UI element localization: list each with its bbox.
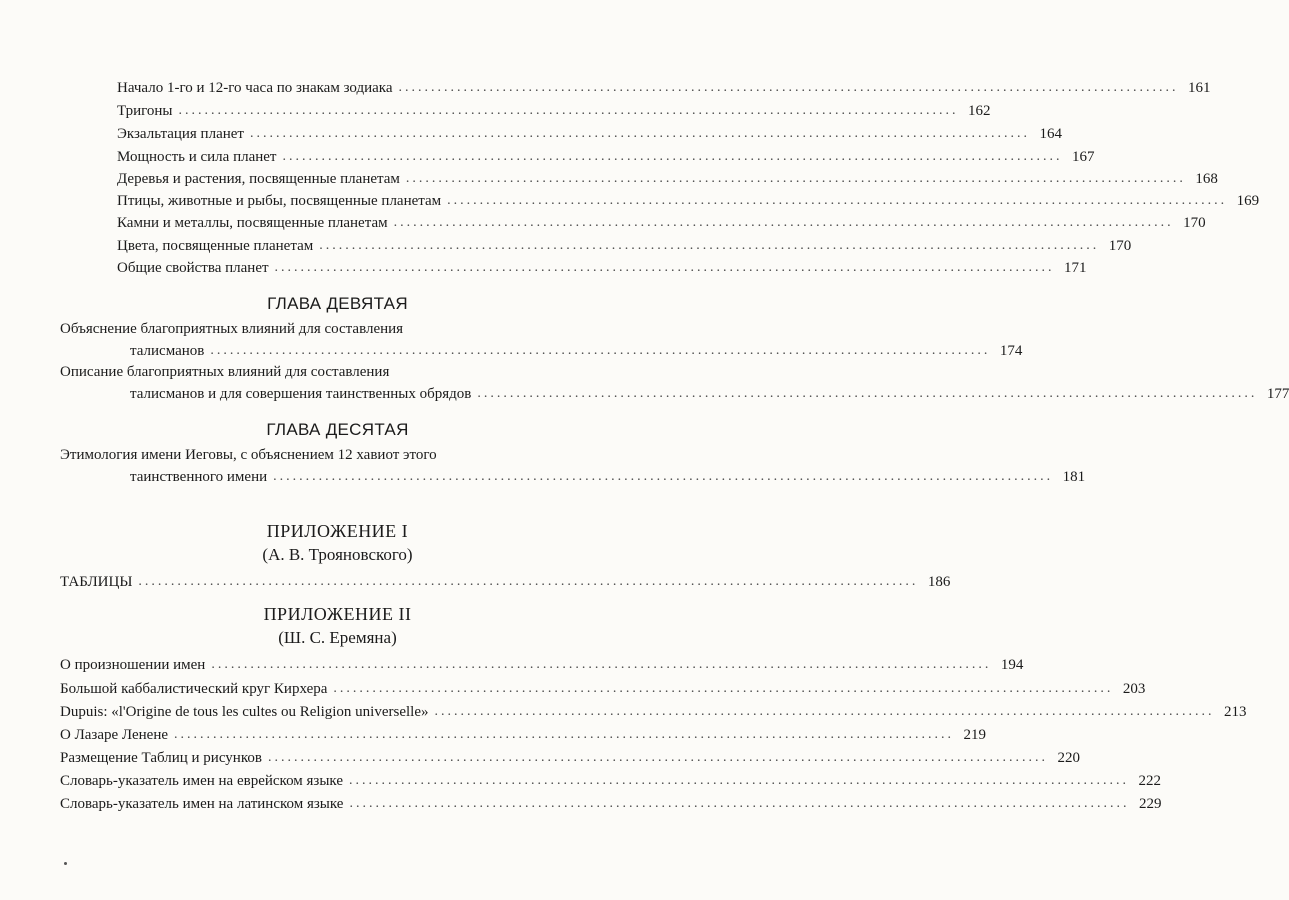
dot-leader: ........................................................................................................................: [273, 469, 1054, 484]
dot-leader: ........................................................................................................................: [349, 773, 1130, 788]
dot-leader: ........................................................................................................................: [434, 704, 1215, 719]
dot-leader: ........................................................................................................................: [393, 215, 1174, 230]
dot-leader: ........................................................................................................................: [267, 750, 1048, 765]
dot-leader: ........................................................................................................................: [174, 727, 955, 742]
dot-leader: ........................................................................................................................: [333, 681, 1114, 696]
appendix-author: (Ш. С. Еремяна): [278, 628, 397, 647]
page-number: 229: [1138, 796, 1162, 812]
toc-entry[interactable]: [60, 748, 1080, 768]
toc-entry[interactable]: [117, 236, 1132, 256]
page-number: 220: [1057, 750, 1080, 766]
page-number: 203: [1122, 681, 1146, 697]
page-number: 194: [1000, 657, 1024, 673]
dot-leader: ........................................................................................................................: [447, 193, 1228, 208]
page-number: 169: [1236, 193, 1260, 209]
dot-leader: ........................................................................................................................: [178, 103, 959, 118]
page-number: 219: [963, 727, 987, 743]
toc-entry[interactable]: [117, 147, 1095, 167]
entry-title: О произношении имен: [60, 657, 206, 673]
entry-title: Цвета, посвященные планетам: [117, 238, 314, 254]
entry-title: Деревья и растения, посвященные планетам: [117, 171, 400, 187]
dot-leader: ........................................................................................................................: [210, 343, 991, 358]
toc-entry[interactable]: [117, 101, 991, 121]
entry-title-line1: Этимология имени Иеговы, с объяснением 12 хавиот этого: [60, 447, 437, 463]
entry-title: Начало 1-го и 12-го часа по знакам зодиака: [117, 80, 393, 96]
page-number: 213: [1223, 704, 1247, 720]
appendix-heading: ПРИЛОЖЕНИЕ I: [266, 521, 409, 541]
dot-leader: ........................................................................................................................: [349, 796, 1130, 811]
page-number: 186: [927, 574, 951, 590]
page-number: 174: [999, 343, 1023, 359]
dot-leader: ........................................................................................................................: [211, 657, 992, 672]
appendix-author: (А. В. Трояновского): [262, 545, 413, 564]
dot-leader: ........................................................................................................................: [477, 386, 1258, 401]
toc-entry[interactable]: [117, 124, 1062, 144]
chapter-heading: ГЛАВА ДЕВЯТАЯ: [267, 294, 408, 313]
page-number: 162: [968, 103, 991, 119]
dot-leader: ........................................................................................................................: [319, 238, 1100, 253]
entry-title-line2: таинственного имени: [130, 469, 268, 485]
page-number: 170: [1183, 215, 1206, 231]
entry-title: Размещение Таблиц и рисунков: [60, 750, 262, 766]
toc-entry[interactable]: [60, 725, 987, 745]
dot-leader: ........................................................................................................................: [405, 171, 1186, 186]
page-number: 161: [1188, 80, 1211, 96]
toc-entry[interactable]: [60, 572, 951, 592]
toc-entry[interactable]: [60, 679, 1146, 699]
toc-entry[interactable]: [60, 702, 1247, 722]
toc-entry[interactable]: [130, 341, 1023, 361]
entry-title: Большой каббалистический круг Кирхера: [60, 681, 328, 697]
entry-title: Общие свойства планет: [117, 260, 269, 276]
dot-leader: ........................................................................................................................: [282, 149, 1063, 164]
toc-entry[interactable]: [60, 655, 1024, 675]
toc-entry[interactable]: [130, 467, 1086, 487]
entry-title-line2: талисманов: [130, 343, 205, 359]
page-number: 181: [1062, 469, 1086, 485]
page-number: 168: [1195, 171, 1218, 187]
toc-entry[interactable]: [117, 213, 1206, 233]
entry-title: Мощность и сила планет: [117, 149, 277, 165]
dot-leader: ........................................................................................................................: [274, 260, 1055, 275]
page-number: 177: [1266, 386, 1289, 402]
entry-title-line2: талисманов и для совершения таинственных обрядов: [130, 386, 472, 402]
page-number: 170: [1108, 238, 1132, 254]
entry-title: Тригоны: [117, 103, 173, 119]
toc-entry[interactable]: [117, 258, 1087, 278]
page-speck: [64, 862, 67, 865]
entry-title-line1: Описание благоприятных влияний для составления: [60, 364, 390, 380]
appendix-heading: ПРИЛОЖЕНИЕ II: [263, 604, 412, 624]
entry-title: Птицы, животные и рыбы, посвященные планетам: [117, 193, 442, 209]
toc-entry[interactable]: [117, 78, 1211, 98]
dot-leader: ........................................................................................................................: [398, 80, 1179, 95]
entry-title: Экзальтация планет: [117, 126, 244, 142]
page-number: 167: [1072, 149, 1095, 165]
entry-title: ТАБЛИЦЫ: [60, 574, 133, 590]
page-number: 164: [1039, 126, 1062, 142]
page-number: 222: [1138, 773, 1162, 789]
toc-entry[interactable]: [60, 794, 1162, 814]
dot-leader: ........................................................................................................................: [249, 126, 1030, 141]
dot-leader: ........................................................................................................................: [138, 574, 919, 589]
entry-title: Камни и металлы, посвященные планетам: [117, 215, 388, 231]
entry-title: О Лазаре Ленене: [60, 727, 169, 743]
toc-entry[interactable]: [60, 771, 1162, 791]
toc-entry[interactable]: [117, 191, 1260, 211]
toc-entry[interactable]: [117, 169, 1218, 189]
page-number: 171: [1064, 260, 1087, 276]
entry-title-line1: Объяснение благоприятных влияний для составления: [60, 321, 404, 337]
entry-title: Словарь-указатель имен на еврейском языке: [60, 773, 344, 789]
entry-title: Dupuis: «l'Origine de tous les cultes ou Religion universelle»: [60, 704, 429, 720]
chapter-heading: ГЛАВА ДЕСЯТАЯ: [266, 420, 409, 439]
entry-title: Словарь-указатель имен на латинском языке: [60, 796, 344, 812]
toc-entry[interactable]: [130, 384, 1289, 404]
